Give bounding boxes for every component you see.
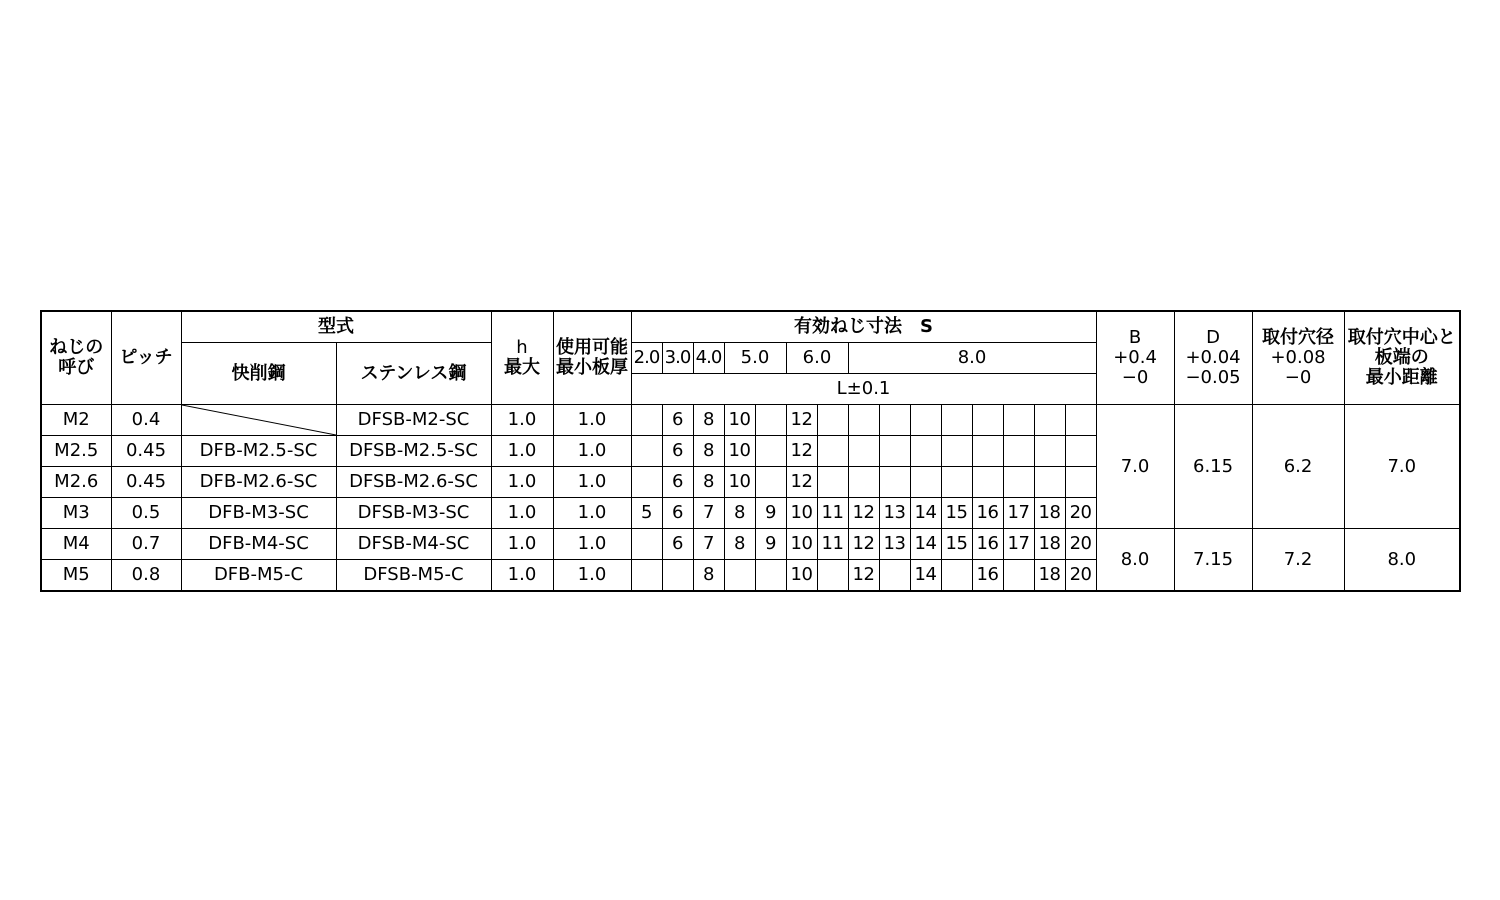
pitch-cell: 0.45 bbox=[111, 467, 181, 498]
l-cell: 8 bbox=[724, 498, 755, 529]
l-cell: 17 bbox=[1003, 529, 1034, 560]
l-cell bbox=[941, 467, 972, 498]
header-row-1 bbox=[41, 311, 1460, 343]
b-header: B +0.4 −0 bbox=[1096, 311, 1174, 405]
h-header: h 最大 bbox=[491, 311, 553, 405]
stainless-cell: DFSB-M2.6-SC bbox=[336, 467, 491, 498]
l-cell: 9 bbox=[755, 529, 786, 560]
l-cell bbox=[817, 405, 848, 436]
l-cell: 12 bbox=[786, 405, 817, 436]
l-cell: 10 bbox=[786, 529, 817, 560]
l-cell: 14 bbox=[910, 529, 941, 560]
l-cell bbox=[631, 529, 662, 560]
l-cell: 12 bbox=[786, 436, 817, 467]
l-cell bbox=[1034, 405, 1065, 436]
l-cell: 16 bbox=[972, 498, 1003, 529]
pitch-cell: 0.8 bbox=[111, 560, 181, 592]
l-cell bbox=[631, 560, 662, 592]
l-cell bbox=[879, 560, 910, 592]
l-cell bbox=[848, 405, 879, 436]
l-cell: 6 bbox=[662, 405, 693, 436]
l-cell: 10 bbox=[786, 560, 817, 592]
free-cutting-cell: DFB-M3-SC bbox=[181, 498, 336, 529]
free-cutting-cell: DFB-M2.5-SC bbox=[181, 436, 336, 467]
table-row bbox=[41, 529, 1460, 560]
l-cell: 8 bbox=[693, 405, 724, 436]
thickness-header: 使用可能 最小板厚 bbox=[553, 311, 631, 405]
thickness-cell: 1.0 bbox=[553, 529, 631, 560]
l-cell bbox=[972, 467, 1003, 498]
l-cell bbox=[941, 405, 972, 436]
l-cell: 18 bbox=[1034, 498, 1065, 529]
l-cell: 20 bbox=[1065, 560, 1096, 592]
l-cell bbox=[848, 436, 879, 467]
edge-distance-cell: 8.0 bbox=[1344, 529, 1460, 592]
l-cell: 17 bbox=[1003, 498, 1034, 529]
s-value: 4.0 bbox=[693, 343, 724, 374]
thickness-cell: 1.0 bbox=[553, 467, 631, 498]
l-cell: 10 bbox=[724, 405, 755, 436]
not-available-cell bbox=[181, 405, 336, 436]
free-cutting-cell: DFB-M4-SC bbox=[181, 529, 336, 560]
l-cell bbox=[1065, 436, 1096, 467]
nominal-cell: M2 bbox=[41, 405, 111, 436]
edge-distance-header: 取付穴中心と 板端の 最小距離 bbox=[1344, 311, 1460, 405]
l-cell: 12 bbox=[848, 498, 879, 529]
d-cell: 7.15 bbox=[1174, 529, 1252, 592]
l-cell: 8 bbox=[693, 467, 724, 498]
l-cell bbox=[631, 467, 662, 498]
l-cell: 14 bbox=[910, 560, 941, 592]
l-cell: 16 bbox=[972, 529, 1003, 560]
l-cell bbox=[910, 436, 941, 467]
l-cell bbox=[941, 560, 972, 592]
l-cell: 5 bbox=[631, 498, 662, 529]
l-cell: 20 bbox=[1065, 529, 1096, 560]
l-cell bbox=[910, 467, 941, 498]
l-cell: 15 bbox=[941, 498, 972, 529]
nominal-cell: M3 bbox=[41, 498, 111, 529]
l-cell bbox=[972, 436, 1003, 467]
stainless-header: ステンレス鋼 bbox=[336, 343, 491, 405]
nominal-cell: M5 bbox=[41, 560, 111, 592]
l-cell bbox=[941, 436, 972, 467]
l-cell: 12 bbox=[786, 467, 817, 498]
l-cell bbox=[879, 436, 910, 467]
stainless-cell: DFSB-M3-SC bbox=[336, 498, 491, 529]
model-header: 型式 bbox=[181, 311, 491, 343]
h-cell: 1.0 bbox=[491, 560, 553, 592]
d-header: D +0.04 −0.05 bbox=[1174, 311, 1252, 405]
l-cell: 13 bbox=[879, 529, 910, 560]
stainless-cell: DFSB-M2.5-SC bbox=[336, 436, 491, 467]
table-row bbox=[41, 405, 1460, 436]
l-cell bbox=[1034, 467, 1065, 498]
stainless-cell: DFSB-M5-C bbox=[336, 560, 491, 592]
b-cell: 8.0 bbox=[1096, 529, 1174, 592]
l-cell bbox=[817, 436, 848, 467]
l-cell bbox=[1003, 560, 1034, 592]
l-cell: 20 bbox=[1065, 498, 1096, 529]
l-cell: 10 bbox=[786, 498, 817, 529]
pitch-cell: 0.4 bbox=[111, 405, 181, 436]
free-cutting-cell: DFB-M2.6-SC bbox=[181, 467, 336, 498]
nominal-header: ねじの 呼び bbox=[41, 311, 111, 405]
l-cell: 12 bbox=[848, 560, 879, 592]
l-cell bbox=[755, 405, 786, 436]
l-cell bbox=[1003, 436, 1034, 467]
s-value: 6.0 bbox=[786, 343, 848, 374]
l-cell bbox=[1003, 405, 1034, 436]
pitch-cell: 0.45 bbox=[111, 436, 181, 467]
hole-header: 取付穴径 +0.08 −0 bbox=[1252, 311, 1344, 405]
l-cell bbox=[1065, 467, 1096, 498]
pitch-header: ピッチ bbox=[111, 311, 181, 405]
l-cell bbox=[848, 467, 879, 498]
l-tolerance-header: L±0.1 bbox=[631, 374, 1096, 405]
l-cell: 14 bbox=[910, 498, 941, 529]
l-cell bbox=[1003, 467, 1034, 498]
l-cell: 9 bbox=[755, 498, 786, 529]
b-cell: 7.0 bbox=[1096, 405, 1174, 529]
l-cell: 11 bbox=[817, 529, 848, 560]
thickness-cell: 1.0 bbox=[553, 436, 631, 467]
l-cell: 7 bbox=[693, 529, 724, 560]
l-cell: 7 bbox=[693, 498, 724, 529]
l-cell: 6 bbox=[662, 467, 693, 498]
l-cell bbox=[662, 560, 693, 592]
l-cell: 8 bbox=[724, 529, 755, 560]
free-cutting-cell: DFB-M5-C bbox=[181, 560, 336, 592]
l-cell bbox=[631, 436, 662, 467]
h-cell: 1.0 bbox=[491, 529, 553, 560]
l-cell: 11 bbox=[817, 498, 848, 529]
l-cell bbox=[755, 560, 786, 592]
hole-cell: 7.2 bbox=[1252, 529, 1344, 592]
l-cell bbox=[972, 405, 1003, 436]
stainless-cell: DFSB-M4-SC bbox=[336, 529, 491, 560]
l-cell: 16 bbox=[972, 560, 1003, 592]
l-cell bbox=[817, 467, 848, 498]
l-cell: 15 bbox=[941, 529, 972, 560]
l-cell bbox=[755, 467, 786, 498]
s-value: 5.0 bbox=[724, 343, 786, 374]
thickness-cell: 1.0 bbox=[553, 405, 631, 436]
thread-length-header: 有効ねじ寸法 S bbox=[631, 311, 1096, 343]
l-cell: 6 bbox=[662, 529, 693, 560]
l-cell: 6 bbox=[662, 436, 693, 467]
l-cell: 18 bbox=[1034, 560, 1065, 592]
l-cell bbox=[755, 436, 786, 467]
h-cell: 1.0 bbox=[491, 467, 553, 498]
pitch-cell: 0.5 bbox=[111, 498, 181, 529]
thickness-cell: 1.0 bbox=[553, 560, 631, 592]
h-cell: 1.0 bbox=[491, 498, 553, 529]
l-cell bbox=[817, 560, 848, 592]
diagonal-line bbox=[182, 405, 336, 435]
h-cell: 1.0 bbox=[491, 405, 553, 436]
l-cell bbox=[631, 405, 662, 436]
free-cutting-header: 快削鋼 bbox=[181, 343, 336, 405]
l-cell: 8 bbox=[693, 436, 724, 467]
nominal-cell: M2.6 bbox=[41, 467, 111, 498]
edge-distance-cell: 7.0 bbox=[1344, 405, 1460, 529]
thickness-cell: 1.0 bbox=[553, 498, 631, 529]
l-cell: 13 bbox=[879, 498, 910, 529]
l-cell bbox=[879, 405, 910, 436]
l-cell bbox=[1065, 405, 1096, 436]
d-cell: 6.15 bbox=[1174, 405, 1252, 529]
s-value: 3.0 bbox=[662, 343, 693, 374]
l-cell: 18 bbox=[1034, 529, 1065, 560]
s-value: 8.0 bbox=[848, 343, 1096, 374]
nominal-cell: M2.5 bbox=[41, 436, 111, 467]
l-cell: 12 bbox=[848, 529, 879, 560]
pitch-cell: 0.7 bbox=[111, 529, 181, 560]
spec-table bbox=[40, 310, 1461, 592]
l-cell bbox=[724, 560, 755, 592]
nominal-cell: M4 bbox=[41, 529, 111, 560]
l-cell: 10 bbox=[724, 467, 755, 498]
l-cell bbox=[1034, 436, 1065, 467]
l-cell: 8 bbox=[693, 560, 724, 592]
l-cell: 6 bbox=[662, 498, 693, 529]
l-cell bbox=[910, 405, 941, 436]
s-value: 2.0 bbox=[631, 343, 662, 374]
stainless-cell: DFSB-M2-SC bbox=[336, 405, 491, 436]
l-cell bbox=[879, 467, 910, 498]
hole-cell: 6.2 bbox=[1252, 405, 1344, 529]
l-cell: 10 bbox=[724, 436, 755, 467]
h-cell: 1.0 bbox=[491, 436, 553, 467]
